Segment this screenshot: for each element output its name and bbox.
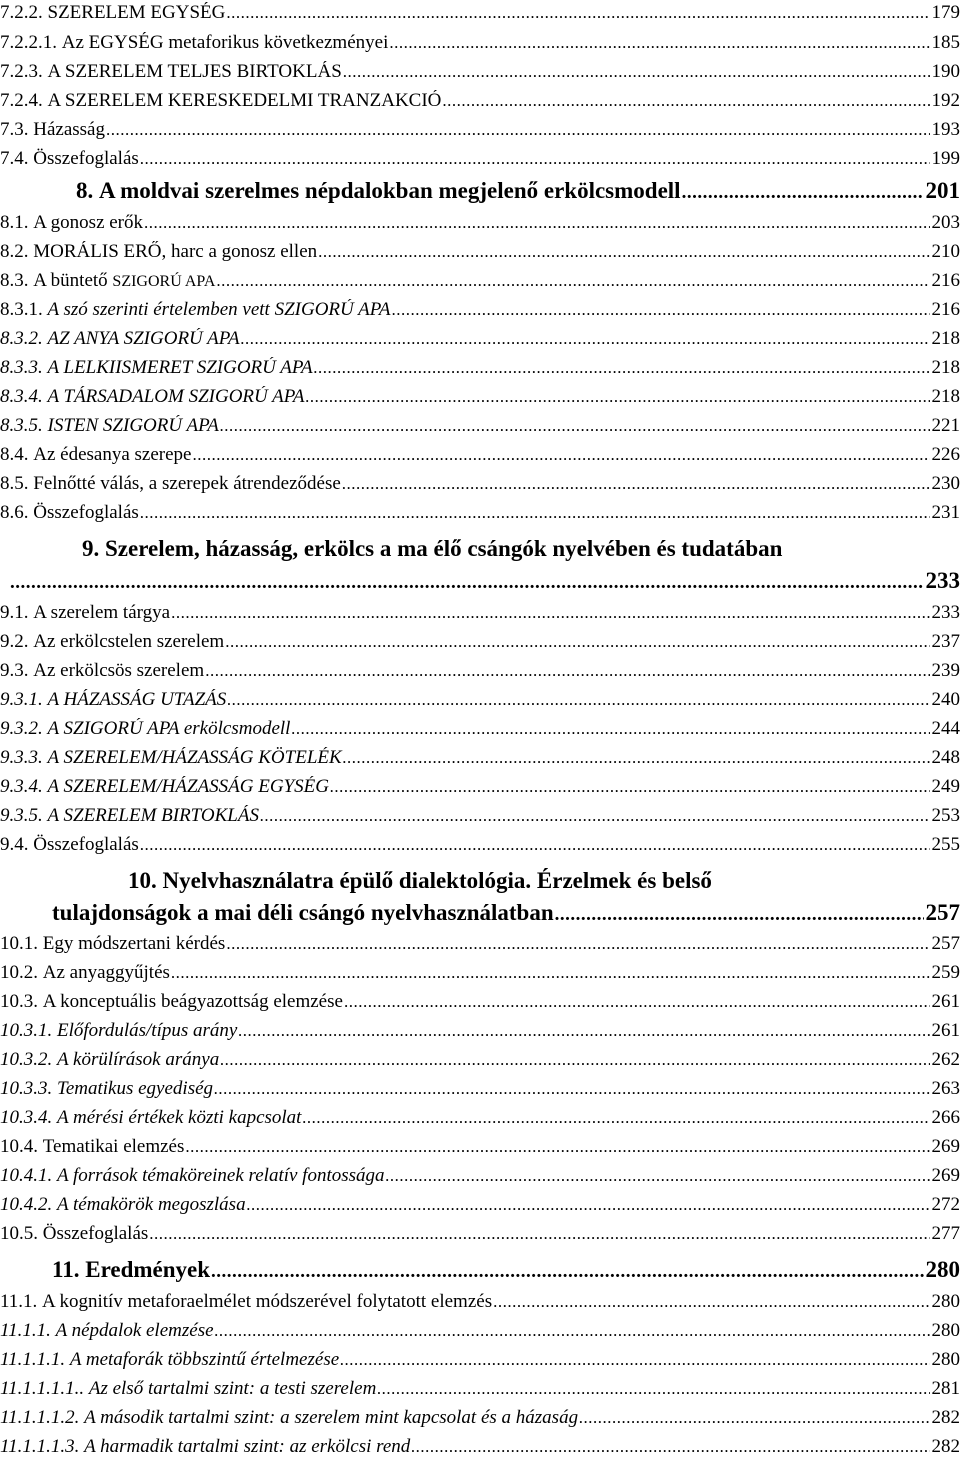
toc-title: A SZERELEM BIRTOKLÁS [47, 805, 259, 826]
toc-title: A kognitív metaforaelmélet módszerével folytatott elemzés [42, 1291, 493, 1312]
toc-number: 10.3.4. [0, 1107, 53, 1128]
toc-title: Az EGYSÉG metaforikus következményei [61, 32, 389, 53]
toc-leader [330, 776, 930, 798]
toc-leader [340, 1349, 929, 1371]
toc-leader [343, 747, 930, 769]
toc-leader [238, 1020, 929, 1042]
toc-page: 282 [931, 1407, 960, 1428]
toc-leader [140, 834, 930, 856]
toc-entry[interactable] [0, 502, 960, 524]
toc-leader [344, 991, 930, 1013]
toc-number: 11.1.1.1. [0, 1349, 66, 1370]
toc-title: A szerelem tárgya [33, 602, 171, 623]
toc-title: tulajdonságok a mai déli csángó nyelvhasználatban [52, 900, 554, 925]
toc-title: Összefoglalás [33, 502, 139, 523]
toc-page: 249 [931, 776, 960, 797]
toc-title: Tematikai elemzés [42, 1136, 185, 1157]
toc-page: 262 [931, 1049, 960, 1070]
toc-entry[interactable] [0, 1049, 960, 1071]
toc-entry[interactable] [0, 1436, 960, 1458]
toc-chapter-entry[interactable] [0, 176, 960, 208]
toc-page: 280 [931, 1320, 960, 1341]
toc-page: 253 [931, 805, 960, 826]
toc-page: 199 [931, 148, 960, 169]
toc-leader [389, 32, 929, 54]
toc-chapter-entry[interactable] [0, 534, 960, 564]
toc-title: Felnőtté válás, a szerepek átrendeződése [33, 473, 341, 494]
toc-title: A népdalok elemzése [55, 1320, 214, 1341]
toc-leader [215, 1320, 930, 1342]
toc-page: 280 [925, 1257, 960, 1282]
toc-number: 9.3.2. [0, 718, 43, 739]
toc-entry[interactable] [0, 776, 960, 798]
toc-entry[interactable] [0, 90, 960, 112]
toc-entry[interactable] [0, 444, 960, 466]
toc-page: 230 [931, 473, 960, 494]
toc-number: 10.3.1. [0, 1020, 53, 1041]
toc-entry[interactable] [0, 718, 960, 740]
toc-leader [579, 1407, 929, 1429]
toc-page: 281 [931, 1378, 960, 1399]
toc-entry[interactable] [0, 1194, 960, 1216]
toc-number: 10.4.2. [0, 1194, 53, 1215]
toc-leader [216, 270, 929, 292]
toc-title: Az erkölcstelen szerelem [33, 631, 225, 652]
toc-leader [386, 1165, 930, 1187]
toc-title: A mérési értékek közti kapcsolat [57, 1107, 302, 1128]
toc-title-smallcaps: SZIGORÚ APA [112, 273, 216, 290]
toc-chapter-entry-continued[interactable] [0, 898, 960, 930]
toc-number: 7.2.2.1. [0, 32, 57, 53]
toc-number: 10.3.2. [0, 1049, 53, 1070]
toc-leader [555, 900, 924, 930]
toc-entry[interactable] [0, 805, 960, 827]
toc-number: 8.3. [0, 270, 29, 291]
toc-page: 269 [931, 1136, 960, 1157]
toc-entry[interactable] [0, 660, 960, 682]
toc-page: 277 [931, 1223, 960, 1244]
toc-number: 9. [82, 536, 100, 561]
toc-number: 10.1. [0, 933, 38, 954]
toc-chapter-entry-continued[interactable] [0, 566, 960, 598]
toc-leader [149, 1223, 929, 1245]
toc-number: 11.1.1.1.3. [0, 1436, 80, 1457]
toc-number: 11.1. [0, 1291, 38, 1312]
toc-entry[interactable] [0, 602, 960, 624]
toc-title: A témakörök megoszlása [57, 1194, 246, 1215]
toc-page: 203 [931, 212, 960, 233]
toc-number: 9.2. [0, 631, 29, 652]
toc-leader [392, 299, 930, 321]
toc-page: 233 [925, 568, 960, 593]
toc-entry[interactable] [0, 119, 960, 141]
toc-title: A harmadik tartalmi szint: az erkölcsi rend [84, 1436, 411, 1457]
toc-page: 282 [931, 1436, 960, 1457]
toc-page: 261 [931, 1020, 960, 1041]
toc-number: 7.4. [0, 148, 29, 169]
toc-number: 8.3.3. [0, 357, 43, 378]
toc-page: 248 [931, 747, 960, 768]
toc-page: 190 [931, 61, 960, 82]
toc-leader [411, 1436, 929, 1458]
toc-number: 9.3.4. [0, 776, 43, 797]
toc-entry[interactable] [0, 2, 960, 24]
toc-number: 8.4. [0, 444, 29, 465]
toc-entry[interactable] [0, 386, 960, 408]
toc-number: 9.1. [0, 602, 29, 623]
toc-entry[interactable] [0, 328, 960, 350]
toc-number: 8. [76, 178, 94, 203]
toc-leader [144, 212, 929, 234]
toc-leader [225, 631, 929, 653]
toc-chapter-entry[interactable] [0, 866, 960, 896]
toc-page: 201 [925, 178, 960, 203]
toc-title: A szó szerinti értelemben vett SZIGORÚ APA [47, 299, 391, 320]
toc-page: 240 [931, 689, 960, 710]
toc-page: 257 [925, 900, 960, 925]
toc-number: 8.1. [0, 212, 29, 233]
toc-title: Eredmények [85, 1257, 211, 1282]
toc-number: 9.3.1. [0, 689, 43, 710]
toc-title: Szerelem, házasság, erkölcs a ma élő csángók nyelvében és tudatában [105, 536, 783, 561]
toc-number: 11.1.1.1.2. [0, 1407, 80, 1428]
toc-title: A SZERELEM/HÁZASSÁG EGYSÉG [47, 776, 329, 797]
toc-leader [260, 805, 930, 827]
toc-number: 11.1.1.1.1.. [0, 1378, 85, 1399]
toc-entry[interactable] [0, 689, 960, 711]
toc-page: 179 [931, 2, 960, 23]
toc-entry[interactable] [0, 473, 960, 495]
toc-number: 7.2.3. [0, 61, 43, 82]
toc-page: 237 [931, 631, 960, 652]
toc-leader [227, 689, 929, 711]
toc-entry[interactable] [0, 1291, 960, 1313]
toc-number: 7.2.4. [0, 90, 43, 111]
toc-page: 255 [931, 834, 960, 855]
toc-entry[interactable] [0, 357, 960, 379]
toc-leader [171, 602, 929, 624]
toc-entry[interactable] [0, 148, 960, 170]
toc-page: 226 [931, 444, 960, 465]
toc-leader [241, 328, 930, 350]
toc-leader [106, 119, 930, 141]
toc-page: 239 [931, 660, 960, 681]
toc-page: 261 [931, 991, 960, 1012]
toc-number: 8.3.2. [0, 328, 43, 349]
toc-entry[interactable] [0, 1349, 960, 1371]
toc-page: 193 [931, 119, 960, 140]
toc-title: A SZERELEM KERESKEDELMI TRANZAKCIÓ [47, 90, 442, 111]
toc-title: Egy módszertani kérdés [42, 933, 226, 954]
toc-page: 266 [931, 1107, 960, 1128]
toc-title: ISTEN SZIGORÚ APA [47, 415, 219, 436]
toc-page: 216 [931, 270, 960, 291]
toc-entry[interactable] [0, 747, 960, 769]
toc-page: 263 [931, 1078, 960, 1099]
toc-leader [493, 1291, 929, 1313]
toc-entry[interactable] [0, 933, 960, 955]
toc-number: 10.2. [0, 962, 38, 983]
toc-title: Összefoglalás [42, 1223, 149, 1244]
toc-title: A SZIGORÚ APA erkölcsmodell [47, 718, 291, 739]
toc-entry[interactable] [0, 1223, 960, 1245]
toc-leader [220, 1049, 929, 1071]
toc-title: A büntető [33, 270, 108, 291]
toc-title: A TÁRSADALOM SZIGORÚ APA [47, 386, 305, 407]
toc-leader [442, 90, 929, 112]
toc-title: Az édesanya szerepe [33, 444, 192, 465]
toc-leader [211, 1257, 923, 1287]
toc-title: A második tartalmi szint: a szerelem mint kapcsolat és a házaság [84, 1407, 579, 1428]
toc-leader [171, 962, 930, 984]
toc-number: 8.2. [0, 241, 29, 262]
toc-number: 10.3.3. [0, 1078, 53, 1099]
toc-entry[interactable] [0, 1165, 960, 1187]
toc-leader [226, 2, 929, 24]
toc-entry[interactable] [0, 61, 960, 83]
toc-entry[interactable] [0, 991, 960, 1013]
toc-page: 269 [931, 1165, 960, 1186]
toc-page: 185 [931, 32, 960, 53]
toc-page: 280 [931, 1349, 960, 1370]
toc-page: 221 [931, 415, 960, 436]
toc-title: A HÁZASSÁG UTAZÁS [47, 689, 227, 710]
toc-leader [140, 148, 930, 170]
toc-number: 9.3.3. [0, 747, 43, 768]
toc-title: A LELKIISMERET SZIGORÚ APA [47, 357, 313, 378]
toc-number: 10.4.1. [0, 1165, 53, 1186]
toc-number: 8.5. [0, 473, 29, 494]
toc-number: 7.3. [0, 119, 29, 140]
toc-leader [10, 568, 924, 598]
toc-title: A metaforák többszintű értelmezése [69, 1349, 340, 1370]
toc-number: 11.1.1. [0, 1320, 51, 1341]
toc-title: A források témaköreinek relatív fontossága [57, 1165, 385, 1186]
toc-entry[interactable] [0, 962, 960, 984]
toc-title: A gonosz erők [33, 212, 144, 233]
toc-number: 8.6. [0, 502, 29, 523]
toc-page: 233 [931, 602, 960, 623]
toc-title: Összefoglalás [33, 834, 139, 855]
toc-entry[interactable] [0, 299, 960, 321]
toc-leader [140, 502, 930, 524]
toc-page: 192 [931, 90, 960, 111]
toc-number: 7.2.2. [0, 2, 43, 23]
toc-leader [247, 1194, 930, 1216]
toc-entry[interactable] [0, 1136, 960, 1158]
toc-number: 9.3.5. [0, 805, 43, 826]
toc-page: 218 [931, 357, 960, 378]
toc-leader [214, 1078, 929, 1100]
toc-title: A körülírások aránya [57, 1049, 220, 1070]
toc-leader [192, 444, 929, 466]
toc-leader [302, 1107, 929, 1129]
toc-entry[interactable] [0, 212, 960, 234]
toc-entry[interactable] [0, 415, 960, 437]
toc-entry[interactable] [0, 834, 960, 856]
toc-page: 218 [931, 386, 960, 407]
toc-page: 272 [931, 1194, 960, 1215]
toc-entry[interactable] [0, 631, 960, 653]
toc-entry[interactable] [0, 1078, 960, 1100]
toc-entry[interactable] [0, 1020, 960, 1042]
toc-entry[interactable] [0, 32, 960, 54]
toc-chapter-entry[interactable] [0, 1255, 960, 1287]
toc-leader [314, 357, 930, 379]
toc-leader [342, 473, 930, 495]
toc-page: 280 [931, 1291, 960, 1312]
toc-title: A SZERELEM/HÁZASSÁG KÖTELÉK [47, 747, 342, 768]
toc-leader [185, 1136, 929, 1158]
toc-title: Tematikus egyediség [57, 1078, 214, 1099]
toc-number: 10.3. [0, 991, 38, 1012]
toc-number: 8.3.5. [0, 415, 43, 436]
toc-entry[interactable] [0, 270, 960, 293]
toc-leader [220, 415, 930, 437]
toc-title: SZERELEM EGYSÉG [47, 2, 226, 23]
toc-leader [343, 61, 930, 83]
toc-leader [318, 241, 929, 263]
toc-title: Az első tartalmi szint: a testi szerelem [88, 1378, 377, 1399]
toc-title: A moldvai szerelmes népdalokban megjelenő erkölcsmodell [99, 178, 681, 203]
toc-page: 231 [931, 502, 960, 523]
toc-page: 259 [931, 962, 960, 983]
toc-title: Összefoglalás [33, 148, 139, 169]
toc-number: 10.4. [0, 1136, 38, 1157]
toc-page: 244 [931, 718, 960, 739]
toc-title: MORÁLIS ERŐ, harc a gonosz ellen [33, 241, 318, 262]
toc-entry[interactable] [0, 1107, 960, 1129]
toc-title: Nyelvhasználatra épülő dialektológia. Érzelmek és belső [162, 868, 712, 893]
toc-leader [306, 386, 930, 408]
toc-number: 8.3.1. [0, 299, 43, 320]
toc-title: Az anyaggyűjtés [42, 962, 170, 983]
toc-page: 210 [931, 241, 960, 262]
toc-page: 218 [931, 328, 960, 349]
toc-number: 10. [128, 868, 157, 893]
toc-number: 9.4. [0, 834, 29, 855]
toc-entry[interactable] [0, 1378, 960, 1400]
toc-page: 257 [931, 933, 960, 954]
toc-title: Az erkölcsös szerelem [33, 660, 205, 681]
toc-leader [226, 933, 929, 955]
toc-number: 10.5. [0, 1223, 38, 1244]
toc-title: Előfordulás/típus arány [57, 1020, 238, 1041]
toc-title: AZ ANYA SZIGORÚ APA [47, 328, 240, 349]
toc-title: Házasság [33, 119, 105, 140]
toc-number: 9.3. [0, 660, 29, 681]
toc-title: A SZERELEM TELJES BIRTOKLÁS [47, 61, 342, 82]
toc-number: 11. [52, 1257, 80, 1282]
toc-leader [682, 178, 924, 208]
toc-page: 216 [931, 299, 960, 320]
toc-entry[interactable] [0, 1320, 960, 1342]
toc-number: 8.3.4. [0, 386, 43, 407]
toc-entry[interactable] [0, 1407, 960, 1429]
toc-leader [205, 660, 929, 682]
toc-title: A konceptuális beágyazottság elemzése [42, 991, 343, 1012]
toc-leader [377, 1378, 929, 1400]
toc-entry[interactable] [0, 241, 960, 263]
toc-leader [291, 718, 929, 740]
